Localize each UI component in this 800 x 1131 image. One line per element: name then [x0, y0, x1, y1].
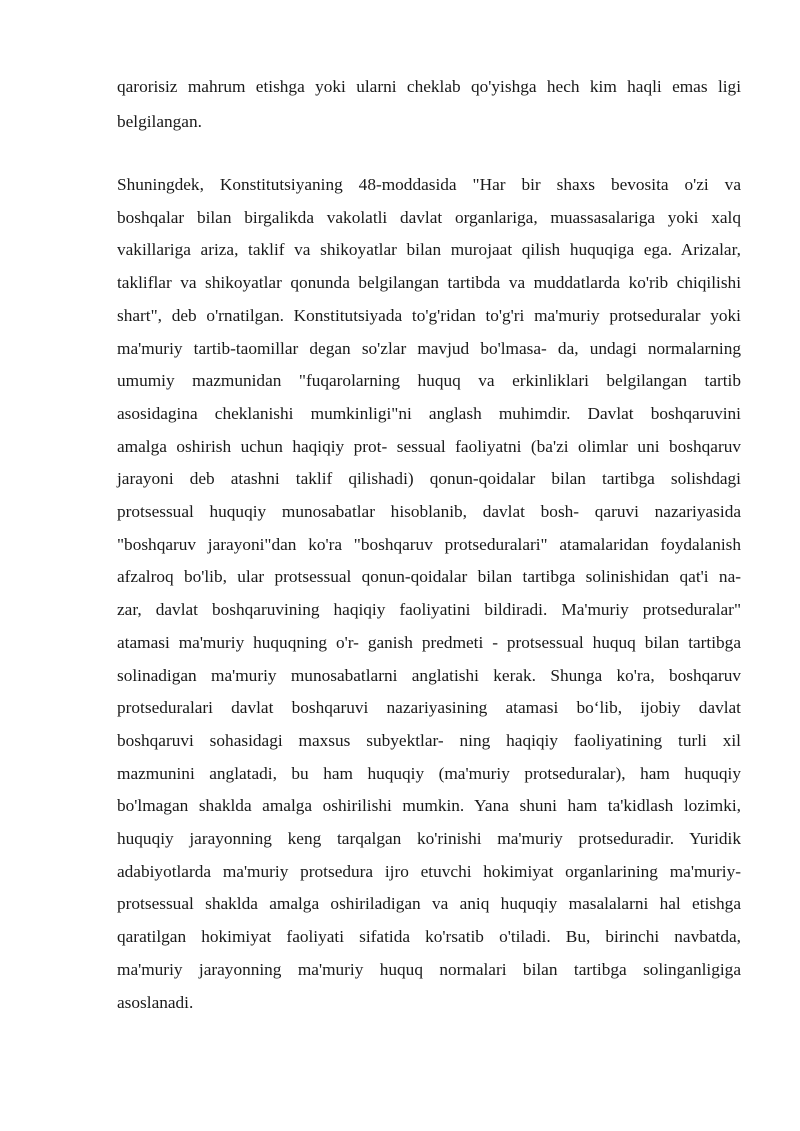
text-line: protsessual shaklda amalga oshiriladigan va aniq huquqiy masalalarni hal etishga	[117, 894, 741, 913]
text-line: shart", deb o'rnatilgan. Konstitutsiyada to'g'ridan to'g'ri ma'muriy protseduralar yoki	[117, 306, 741, 325]
text-line: ma'muriy tartib-taomillar degan so'zlar mavjud bo'lmasa- da, undagi normalarning	[117, 339, 741, 358]
text-line: protsessual huquqiy munosabatlar hisoblanib, davlat bosh- qaruvi nazariyasida	[117, 502, 741, 521]
text-line: protseduralari davlat boshqaruvi nazariyasining atamasi bo‘lib, ijobiy davlat	[117, 698, 741, 717]
text-line: qarorisiz mahrum etishga yoki ularni cheklab qo'yishga hech kim haqli emas ligi	[117, 77, 741, 96]
text-line: huquqiy jarayonning keng tarqalgan ko'rinishi ma'muriy protseduradir. Yuridik	[117, 829, 741, 848]
text-line: jarayoni deb atashni taklif qilishadi) qonun-qoidalar bilan tartibga solishdagi	[117, 469, 741, 488]
text-line: atamasi ma'muriy huquqning o'r- ganish predmeti - protsessual huquq bilan tartibga	[117, 633, 741, 652]
text-line: amalga oshirish uchun haqiqiy prot- sessual faoliyatni (ba'zi olimlar uni boshqaruv	[117, 437, 741, 456]
text-line: afzalroq bo'lib, ular protsessual qonun-qoidalar bilan tartibga solinishidan qat'i na-	[117, 567, 741, 586]
text-line: qaratilgan hokimiyat faoliyati sifatida ko'rsatib o'tiladi. Bu, birinchi navbatda,	[117, 927, 741, 946]
text-line: asoslanadi.	[117, 993, 194, 1012]
text-line: Shuningdek, Konstitutsiyaning 48-moddasida "Har bir shaxs bevosita o'zi va	[117, 175, 741, 194]
text-line: ma'muriy jarayonning ma'muriy huquq normalari bilan tartibga solinganligiga	[117, 960, 741, 979]
text-line: umumiy mazmunidan "fuqarolarning huquq va erkinliklari belgilangan tartib	[117, 371, 741, 390]
text-line: zar, davlat boshqaruvining haqiqiy faoliyatini bildiradi. Ma'muriy protseduralar"	[117, 600, 741, 619]
text-line: adabiyotlarda ma'muriy protsedura ijro etuvchi hokimiyat organlarining ma'muriy-	[117, 862, 741, 881]
text-line: bo'lmagan shaklda amalga oshirilishi mumkin. Yana shuni ham ta'kidlash lozimki,	[117, 796, 741, 815]
text-line: "boshqaruv jarayoni"dan ko'ra "boshqaruv protseduralari" atamalaridan foydalanish	[117, 535, 741, 554]
text-line: mazmunini anglatadi, bu ham huquqiy (ma'muriy protseduralar), ham huquqiy	[117, 764, 741, 783]
text-line: boshqaruvi sohasidagi maxsus subyektlar- ning haqiqiy faoliyatining turli xil	[117, 731, 741, 750]
text-line: belgilangan.	[117, 112, 202, 131]
text-line: boshqalar bilan birgalikda vakolatli davlat organlariga, muassasalariga yoki xalq	[117, 208, 741, 227]
text-line: takliflar va shikoyatlar qonunda belgilangan tartibda va muddatlarda ko'rib chiqilishi	[117, 273, 741, 292]
text-line: vakillariga ariza, taklif va shikoyatlar bilan murojaat qilish huquqiga ega. Arizalar,	[117, 240, 741, 259]
text-line: solinadigan ma'muriy munosabatlarni anglatishi kerak. Shunga ko'ra, boshqaruv	[117, 666, 741, 685]
text-line: asosidagina cheklanishi mumkinligi"ni anglash muhimdir. Davlat boshqaruvini	[117, 404, 741, 423]
